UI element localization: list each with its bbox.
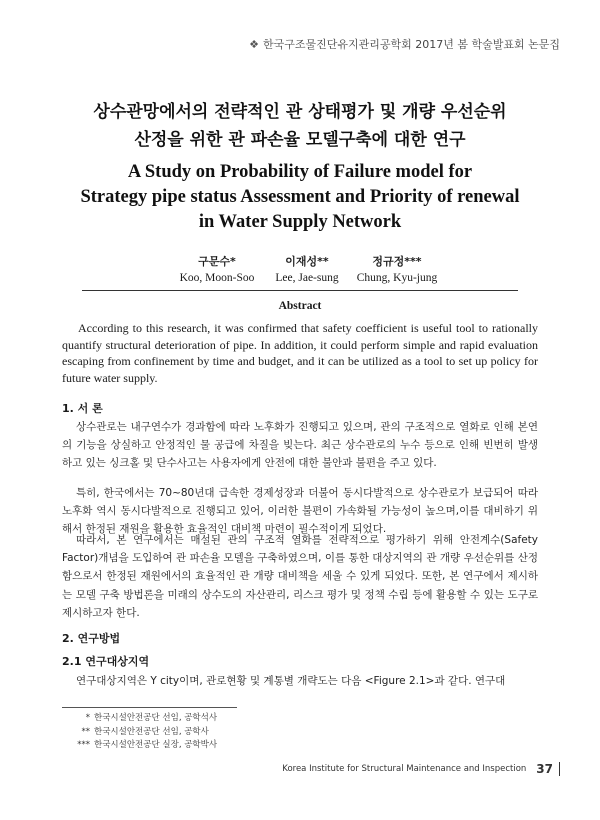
author-name-korean: 정규정*** (372, 255, 422, 268)
english-title-line-3: in Water Supply Network (198, 212, 402, 232)
subsection-heading-study-area: 2.1 연구대상지역 (62, 655, 150, 668)
author-name-english: Koo, Moon-Soo (179, 272, 255, 284)
author-3 (337, 254, 457, 286)
author-name-english: Chung, Kyu-jung (356, 272, 438, 284)
footer-institution: Korea Institute for Structural Maintenance and Inspection (282, 764, 527, 774)
author-divider (82, 290, 518, 291)
abstract-heading: Abstract (278, 300, 322, 312)
diamond-bullet-icon: ❖ (249, 37, 259, 51)
footnote-text: 한국시설안전공단 선임, 공학사 (94, 726, 209, 737)
intro-paragraph-2: 특히, 한국에서는 70~80년대 급속한 경제성장과 더불어 동시다발적으로 상수관로가 보급되어 따라 노후화 역시 동시다발적으로 진행되고 있어, 이러한 불편이 가속화될 가능성이 높으며,이를 대비하기 위해서 한정된 재원을 활용한 효율적인 대비책 마련이 필수적이게 되었다. (62, 487, 538, 536)
korean-title-line-2: 산정을 위한 관 파손율 모델구축에 대한 연구 (134, 130, 466, 150)
footnote-mark: ** (81, 726, 90, 737)
running-header (249, 36, 560, 52)
author-name-korean: 구문수* (198, 255, 236, 268)
footnote-text: 한국시설안전공단 실장, 공학박사 (94, 740, 218, 750)
abstract-text: According to this research, it was confirmed that safety coefficient is useful tool to rationally quantify structural deterioration of pipe. In addition, it could perform simple and rapid evaluation escaping from confinement by time and budget, and it can be utilized as a tool to set up policy for future water supply. (62, 321, 538, 385)
intro-paragraph-1: 상수관로는 내구연수가 경과함에 따라 노후화가 진행되고 있으며, 관의 구조적으로 열화로 인해 본연의 기능을 상실하고 안정적인 물 공급에 차질을 빚는다. 최근 상수관로의 누수 등으로 인해 빈번히 발생하고 있는 싱크홀 및 단수사고는 사용자에게 안전에 대한 불안과 불편을 주고 있다. (62, 421, 538, 470)
proceedings-title: 한국구조물진단유지관리공학회 2017년 봄 학술발표회 논문집 (262, 38, 560, 51)
section-heading-methods: 2. 연구방법 (62, 632, 121, 645)
page-footer (282, 762, 560, 776)
korean-title-line-1: 상수관망에서의 전략적인 관 상태평가 및 개량 우선순위 (93, 102, 507, 122)
author-name-korean: 이재성** (285, 255, 329, 268)
footnotes (66, 712, 217, 753)
page-number: 37 (536, 762, 560, 776)
methods-paragraph: 연구대상지역은 Y city이며, 관로현황 및 계통별 개략도는 다음 <Figure 2.1>과 같다. 연구대 (76, 675, 506, 687)
intro-paragraph-3: 따라서, 본 연구에서는 매설된 관의 구조적 열화를 전략적으로 평가하기 위해 안전계수(Safety Factor)개념을 도입하여 관 파손율 모델을 구축하였으며, 이를 통한 대상지역의 관 개량 우선순위를 산정함으로서 한정된 재원에서의 효율적인 관 개량 대비책을 세울 수 있게 되었다. 또한, 본 연구에서 제시하는 모델 구축 방법론을 미래의 상수도의 자산관리, 리스크 평가 및 정책 수립 등에 활용할 수 있는 도구로 제시하고자 한다. (62, 534, 538, 619)
footnote-mark: * (85, 713, 90, 723)
footnote-text: 한국시설안전공단 선임, 공학석사 (94, 713, 218, 723)
section-heading-introduction: 1. 서 론 (62, 402, 103, 415)
footnote-divider (62, 707, 237, 708)
english-title-line-1: A Study on Probability of Failure model for (127, 162, 473, 182)
english-title-line-2: Strategy pipe status Assessment and Priority of renewal (80, 187, 520, 207)
footnote-mark: *** (77, 740, 90, 750)
footnote (66, 712, 217, 726)
author-name-english: Lee, Jae-sung (275, 272, 339, 284)
footnote (66, 726, 217, 740)
footnote (66, 739, 217, 753)
